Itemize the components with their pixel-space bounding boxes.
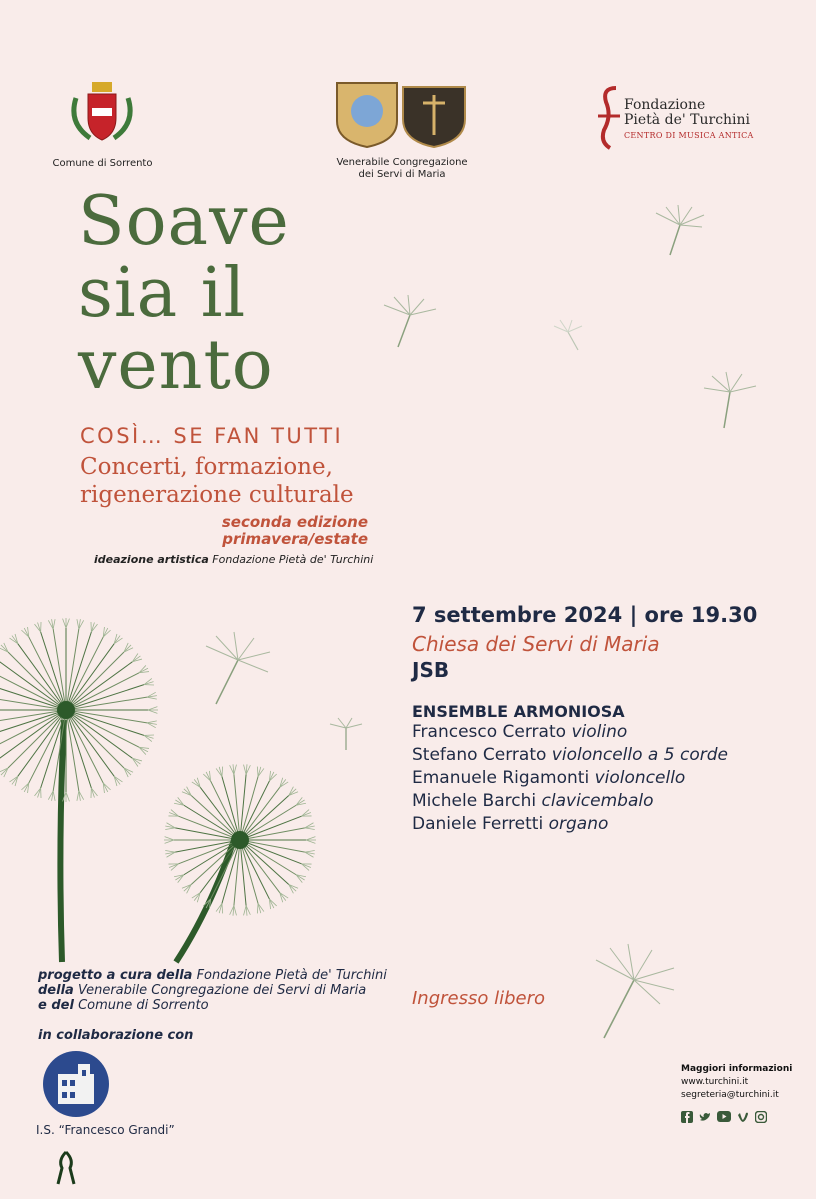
instagram-icon[interactable] [755, 1111, 767, 1123]
ingresso-libero: Ingresso libero [412, 988, 546, 1009]
info-email[interactable]: segreteria@turchini.it [681, 1090, 779, 1100]
performer: Michele Barchi clavicembalo [412, 791, 654, 811]
seed-icon [656, 205, 704, 255]
seed-icon [384, 295, 436, 347]
vimeo-icon[interactable] [737, 1111, 749, 1123]
seed-icon [596, 944, 674, 1038]
twitter-icon[interactable] [699, 1111, 711, 1123]
performer: Francesco Cerrato violino [412, 722, 628, 742]
info-website[interactable]: www.turchini.it [681, 1077, 749, 1087]
info-block [681, 1063, 792, 1102]
dandelion-illustration [0, 590, 360, 970]
credits: progetto a cura della Fondazione Pietà de' Turchini della Venerabile Congregazione dei Servi di Maria e del Comune di Sorrento [38, 968, 387, 1013]
performer-list [412, 721, 728, 836]
performer: Stefano Cerrato violoncello a 5 corde [412, 745, 728, 765]
sorrento-caption: Comune di Sorrento [52, 158, 153, 169]
ensemble-name: ENSEMBLE ARMONIOSA [412, 702, 625, 721]
title-line-1: Soave [78, 182, 290, 261]
social-icons [681, 1111, 767, 1123]
event-venue: Chiesa dei Servi di Maria [412, 632, 660, 656]
school-logo [42, 1050, 110, 1118]
servi-caption: Venerabile Congregazione dei Servi di Maria [336, 157, 468, 180]
ribbon-icon [56, 1150, 76, 1186]
event-date: 7 settembre 2024 | ore 19.30 [412, 603, 758, 627]
facebook-icon[interactable] [681, 1111, 693, 1123]
seed-icon [704, 372, 756, 428]
youtube-icon[interactable] [717, 1111, 731, 1123]
ideazione: ideazione artistica Fondazione Pietà de' Turchini [94, 553, 374, 566]
seed-icon [554, 320, 582, 350]
description: Concerti, formazione, rigenerazione culturale [80, 454, 354, 508]
event-program: JSB [412, 658, 450, 682]
info-title: Maggiori informazioni [681, 1064, 793, 1074]
performer: Emanuele Rigamonti violoncello [412, 768, 686, 788]
school-name: I.S. “Francesco Grandi” [36, 1123, 175, 1137]
title-line-3: vento [78, 326, 274, 405]
fondazione-logo: Fondazione Pietà de' Turchini CENTRO DI MUSICA ANTICA [594, 82, 774, 156]
title-line-2: sia il [78, 254, 247, 333]
tagline: COSÌ… SE FAN TUTTI [80, 424, 344, 448]
collaboration-label: in collaborazione con [38, 1028, 194, 1043]
edition: seconda edizione primavera/estate [221, 513, 368, 548]
school-emblem-icon [42, 1050, 110, 1118]
performer: Daniele Ferretti organo [412, 814, 609, 834]
